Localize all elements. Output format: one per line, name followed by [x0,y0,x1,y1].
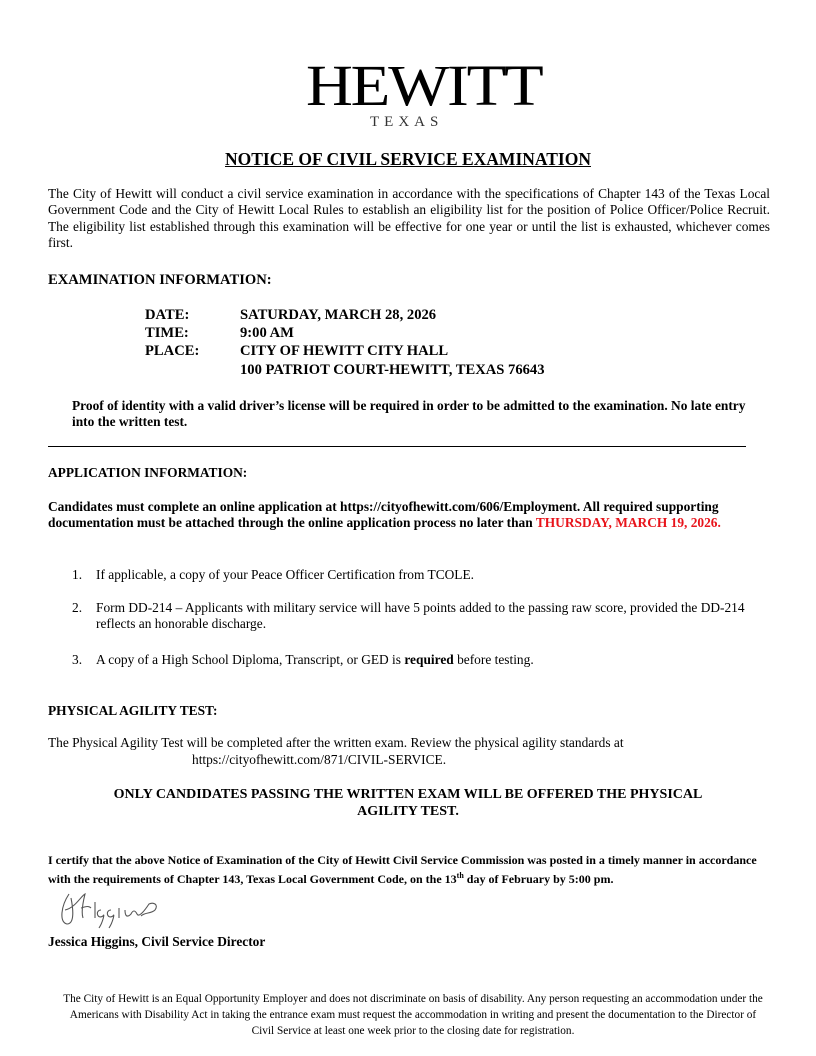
logo-subtitle: TEXAS [370,114,444,130]
deadline: THURSDAY, MARCH 19, 2026. [535,515,721,531]
date-value: SATURDAY, MARCH 28, 2026 [240,307,437,323]
page-title: NOTICE OF CIVIL SERVICE EXAMINATION [225,149,591,169]
divider [48,446,746,447]
certify-text: day of February by 5:00 pm. [466,872,614,886]
time-label: TIME: [145,325,189,341]
agility-text: The Physical Agility Test will be completed after the written exam. Review the physical agility standards at [48,735,624,750]
list-item: Form DD-214 – Applicants with military service will have 5 points added to the passing raw score, provided the DD-214 reflects an honorable discharge. [96,600,745,632]
place-value: CITY OF HEWITT CITY HALL [240,343,449,359]
date-label: DATE: [145,307,190,323]
list-number: 2. [72,600,83,615]
agility-notice: ONLY CANDIDATES PASSING THE WRITTEN EXAM WILL BE OFFERED THE PHYSICAL AGILITY TEST. [113,787,703,819]
certify-sup: th [456,871,464,880]
list-number: 3. [72,652,83,667]
list-number: 1. [72,567,83,582]
list-item: If applicable, a copy of your Peace Officer Certification from TCOLE. [96,567,475,582]
item-text: before testing. [457,652,534,667]
footer-disclaimer: The City of Hewitt is an Equal Opportunity Employer and does not discriminate on basis of disability. Any person requesting an accommodation under the Americans with Disability Act in taking the entrance exam must request the accommodation in writing and present the documentation to the Director of Civil Service at least one week prior to the closing date for registration. [63,993,763,1037]
agility-heading: PHYSICAL AGILITY TEST: [48,703,218,718]
time-value: 9:00 AM [240,325,294,341]
certification [48,852,772,887]
intro-paragraph: The City of Hewitt will conduct a civil service examination in accordance with the specifications of Chapter 143 of the Texas Local Government Code and the City of Hewitt Local Rules to establish an eligibility list for the position of Police Officer/Police Recruit. The eligibility list established through this examination will be effective for one year or until the list is exhausted, whichever comes first. [48,186,770,250]
signature-image [55,888,165,930]
hewitt-logo [300,53,542,134]
list-item [96,652,534,668]
item-text: A copy of a High School Diploma, Transcript, or GED is [96,652,401,667]
application-heading: APPLICATION INFORMATION: [48,465,248,480]
application-text [48,499,760,532]
signer-name: Jessica Higgins, Civil Service Director [48,934,266,949]
address-value: 100 PATRIOT COURT-HEWITT, TEXAS 76643 [240,362,545,378]
certify-text: I certify that the above Notice of Examination of the City of Hewitt Civil Service Commission was posted in a timely manner in accordance with the requirements of Chapter 143, Texas Local Government Code, on the 13 [48,853,757,886]
item-emphasis: required [404,652,454,667]
place-label: PLACE: [145,343,200,359]
exam-heading: EXAMINATION INFORMATION: [48,272,272,288]
application-instructions: Candidates must complete an online application at https://cityofhewitt.com/606/Employment. All required supporting documentation must be attached through the online application process no later than [48,499,719,531]
proof-of-identity: Proof of identity with a valid driver’s license will be required in order to be admitted to the examination. No late entry into the written test. [72,398,746,430]
logo-wordmark: HEWITT [306,53,542,118]
agility-link[interactable]: https://cityofhewitt.com/871/CIVIL-SERVICE. [192,752,447,767]
